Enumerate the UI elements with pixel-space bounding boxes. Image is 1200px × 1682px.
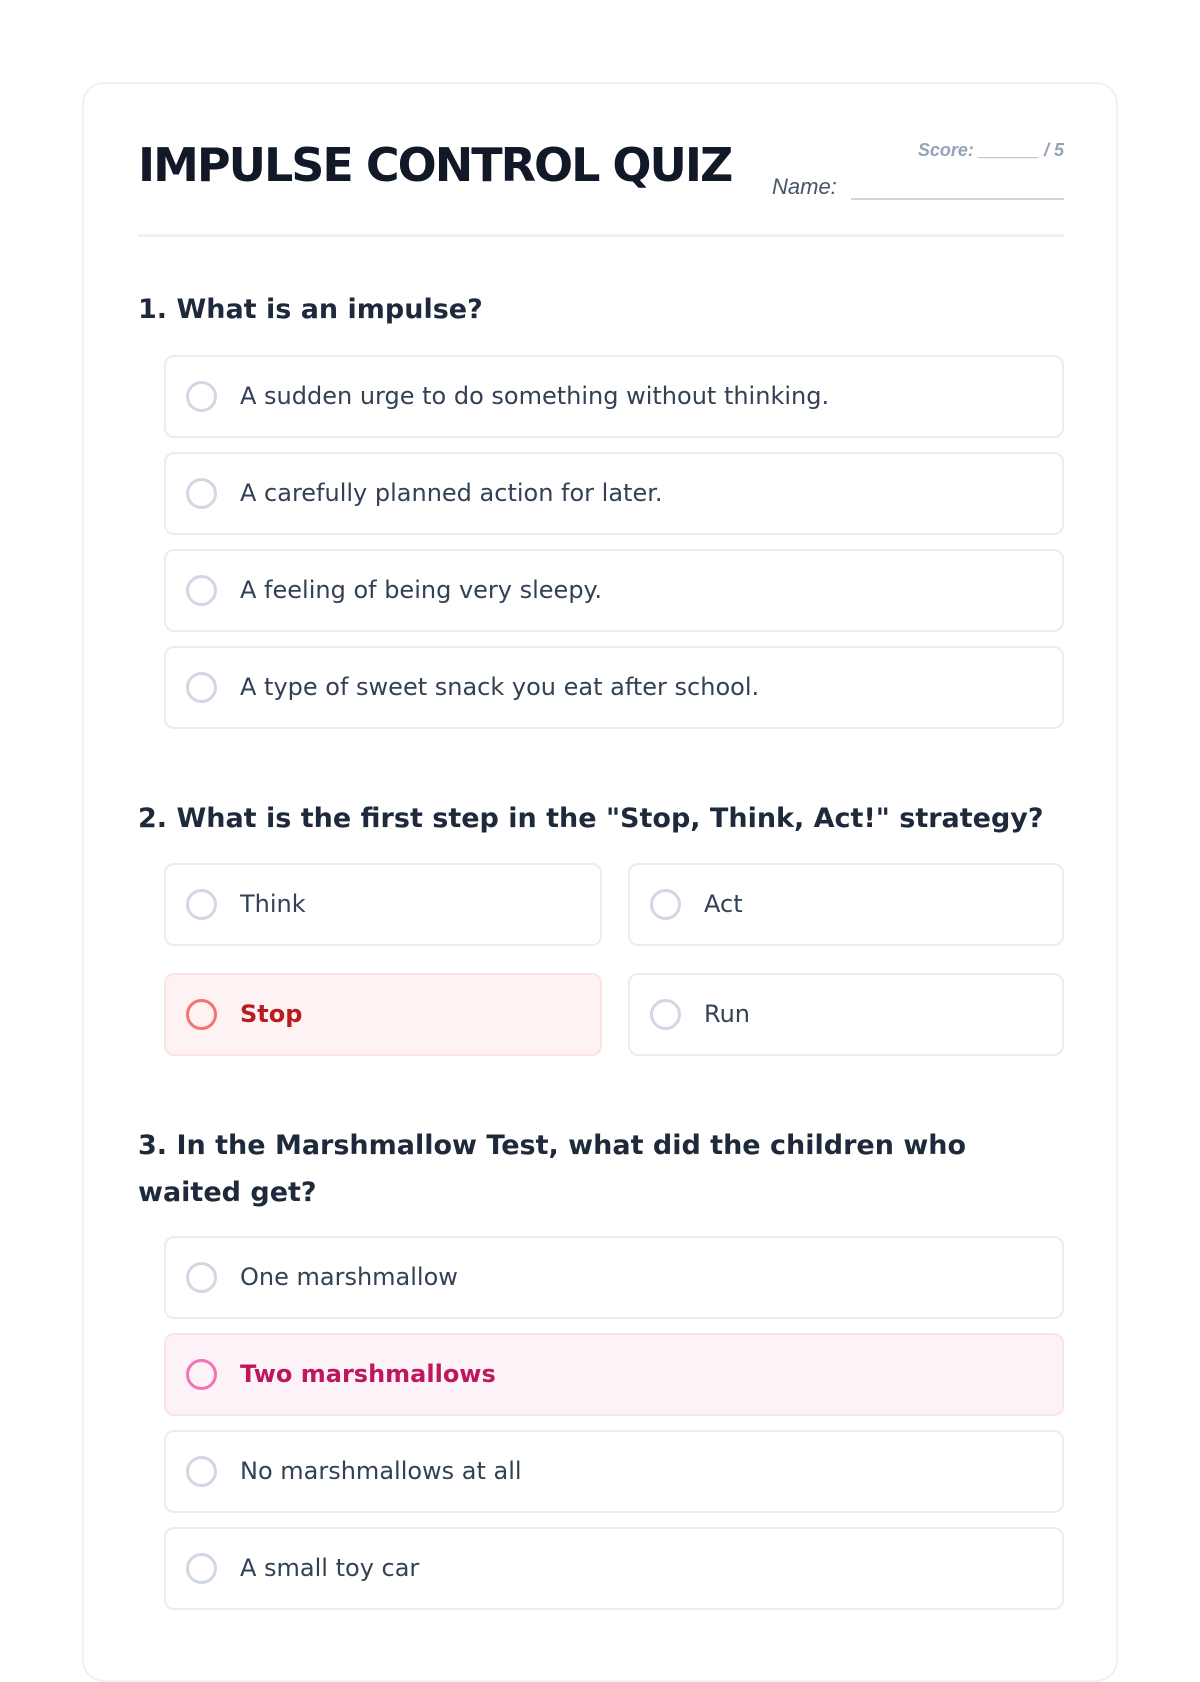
name-field[interactable]	[851, 198, 1064, 200]
q2-option-act[interactable]	[628, 863, 1064, 946]
option-label: No marshmallows at all	[240, 1457, 522, 1485]
q1-option-4[interactable]	[164, 646, 1064, 729]
option-label: A carefully planned action for later.	[240, 479, 663, 507]
quiz-title: IMPULSE CONTROL QUIZ	[138, 138, 732, 192]
q3-option-4[interactable]	[164, 1527, 1064, 1610]
option-label: Stop	[240, 1000, 303, 1028]
radio-icon[interactable]	[650, 999, 681, 1030]
radio-icon[interactable]	[186, 575, 217, 606]
q1-option-1[interactable]	[164, 355, 1064, 438]
option-label: A type of sweet snack you eat after school.	[240, 673, 760, 701]
score-label: Score: ______ / 5	[917, 140, 1064, 160]
option-label: A sudden urge to do something without thinking.	[240, 382, 830, 410]
radio-icon[interactable]	[186, 1262, 217, 1293]
radio-icon[interactable]	[186, 1359, 217, 1390]
q2-option-stop[interactable]	[164, 973, 602, 1056]
radio-icon[interactable]	[186, 381, 217, 412]
q1-option-2[interactable]	[164, 452, 1064, 535]
option-label: A small toy car	[240, 1554, 420, 1582]
option-label: Act	[704, 890, 743, 918]
option-label: Run	[704, 1000, 751, 1028]
option-label: A feeling of being very sleepy.	[240, 576, 602, 604]
q2-option-run[interactable]	[628, 973, 1064, 1056]
q1-option-3[interactable]	[164, 549, 1064, 632]
q3-option-3[interactable]	[164, 1430, 1064, 1513]
option-label: Two marshmallows	[240, 1360, 496, 1388]
quiz-header	[138, 130, 1064, 237]
q3-option-2[interactable]	[164, 1333, 1064, 1416]
radio-icon[interactable]	[186, 478, 217, 509]
option-label: One marshmallow	[240, 1263, 458, 1291]
q3-option-1[interactable]	[164, 1236, 1064, 1319]
q2-option-think[interactable]	[164, 863, 602, 946]
option-label: Think	[240, 890, 306, 918]
question-3-text: 3. In the Marshmallow Test, what did the children who waited get?	[138, 1130, 967, 1208]
radio-icon[interactable]	[186, 672, 217, 703]
name-label: Name:	[772, 174, 837, 199]
radio-icon[interactable]	[186, 1553, 217, 1584]
radio-icon[interactable]	[186, 1456, 217, 1487]
question-1-text: 1. What is an impulse?	[138, 294, 483, 325]
radio-icon[interactable]	[650, 889, 681, 920]
radio-icon[interactable]	[186, 999, 217, 1030]
radio-icon[interactable]	[186, 889, 217, 920]
question-2-text: 2. What is the first step in the "Stop, Think, Act!" strategy?	[138, 803, 1044, 834]
